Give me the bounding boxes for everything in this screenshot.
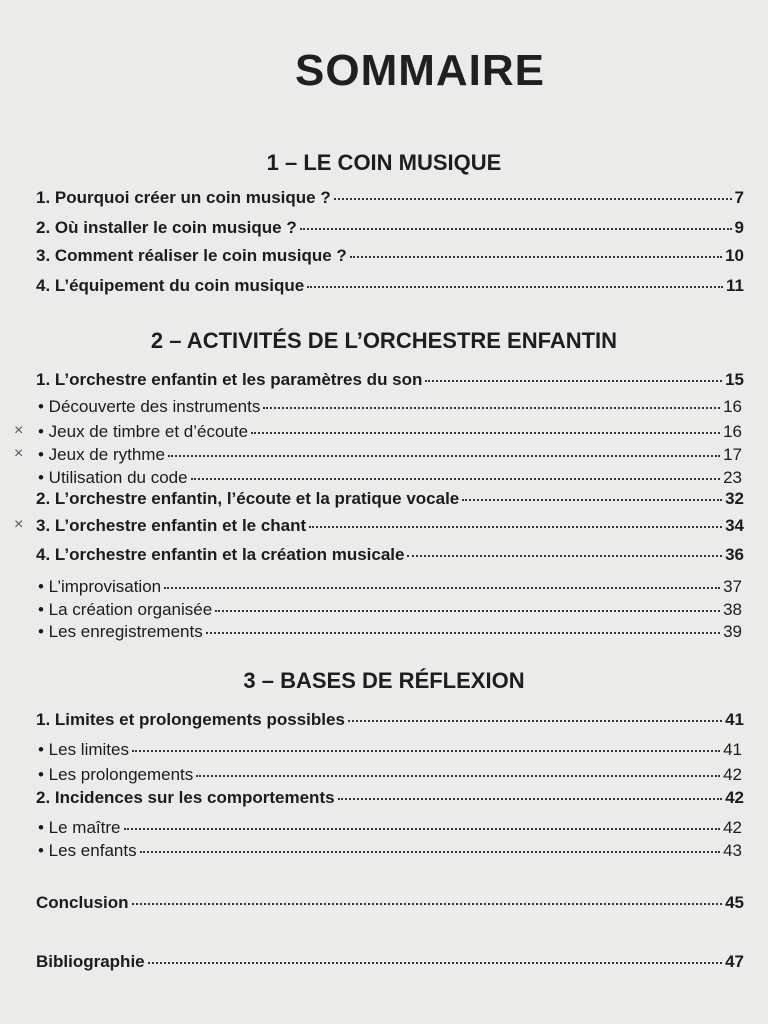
toc-entry-label: • Les enregistrements	[38, 622, 203, 641]
dot-leader	[348, 719, 722, 722]
toc-entry-page: 42	[725, 788, 744, 807]
dot-leader	[124, 827, 721, 830]
dot-leader	[350, 255, 722, 258]
dot-leader	[215, 609, 720, 612]
toc-entry-page: 10	[725, 246, 744, 265]
dot-leader	[191, 477, 720, 480]
toc-entry-page: 41	[725, 710, 744, 729]
toc-entry-label: 3. Comment réaliser le coin musique ?	[36, 246, 347, 265]
toc-entry-page: 41	[723, 740, 742, 759]
toc-entry	[38, 598, 742, 622]
dot-leader	[132, 749, 720, 752]
section-heading: 1 – LE COIN MUSIQUE	[266, 150, 502, 175]
toc-entry-label: • Les limites	[38, 740, 129, 759]
toc-entry-label: 1. L’orchestre enfantin et les paramètres du son	[36, 370, 423, 389]
dot-leader	[251, 431, 720, 434]
toc-entry-page: 39	[723, 622, 742, 641]
toc-entry	[38, 738, 742, 762]
toc-entry-page: 32	[725, 489, 744, 508]
toc-entry	[38, 839, 742, 863]
toc-entry	[36, 274, 744, 298]
toc-entry-page: 38	[723, 600, 742, 619]
toc-entry-page: 45	[725, 893, 744, 912]
toc-entry-label: • Utilisation du code	[38, 468, 188, 487]
toc-entry-page: 17	[723, 445, 742, 464]
toc-entry	[36, 950, 744, 974]
toc-entry	[38, 620, 742, 644]
toc-entry-label: • L’improvisation	[38, 577, 162, 596]
toc-entry	[38, 443, 742, 467]
toc-entry	[38, 816, 742, 840]
toc-entry-label: Bibliographie	[36, 952, 145, 971]
dot-leader	[196, 774, 720, 777]
toc-entry	[36, 543, 744, 567]
toc-entry-label: 2. Où installer le coin musique ?	[36, 218, 297, 237]
toc-entry-page: 23	[723, 468, 742, 487]
toc-entry	[36, 708, 744, 732]
dot-leader	[164, 586, 720, 589]
toc-entry-page: 42	[723, 765, 742, 784]
toc-entry-page: 16	[723, 397, 742, 416]
toc-entry-label: 4. L’orchestre enfantin et la création musicale	[36, 545, 405, 564]
toc-entry-page: 37	[723, 577, 742, 596]
toc-entry-label: • Jeux de timbre et d’écoute	[38, 422, 249, 441]
toc-entry-page: 47	[725, 952, 744, 971]
toc-entry-label: 4. L’équipement du coin musique	[36, 276, 305, 295]
toc-entry	[36, 186, 744, 210]
dot-leader	[307, 285, 723, 288]
toc-entry	[38, 395, 742, 419]
section-heading: 2 – ACTIVITÉS DE L’ORCHESTRE ENFANTIN	[150, 328, 618, 353]
dot-leader	[309, 525, 722, 528]
dot-leader	[407, 554, 722, 557]
pencil-mark-icon: ×	[14, 516, 24, 533]
toc-entry-page: 15	[725, 370, 744, 389]
pencil-mark-icon: ×	[14, 422, 24, 439]
toc-entry	[38, 575, 742, 599]
toc-entry-page: 9	[734, 218, 744, 237]
dot-leader	[140, 850, 721, 853]
toc-entry-label: • Le maître	[38, 818, 121, 837]
toc-entry	[36, 216, 744, 240]
toc-entry-page: 42	[723, 818, 742, 837]
dot-leader	[263, 406, 720, 409]
toc-entry	[38, 763, 742, 787]
dot-leader	[425, 379, 722, 382]
toc-entry	[36, 786, 744, 810]
toc-entry-page: 34	[725, 516, 744, 535]
dot-leader	[148, 961, 722, 964]
toc-entry-label: • La création organisée	[38, 600, 213, 619]
toc-entry-label: 2. L’orchestre enfantin, l’écoute et la pratique vocale	[36, 489, 460, 508]
toc-entry-page: 7	[734, 188, 744, 207]
toc-entry-page: 11	[726, 276, 744, 295]
dot-leader	[334, 197, 732, 200]
toc-entry	[36, 487, 744, 511]
toc-entry-label: 1. Limites et prolongements possibles	[36, 710, 345, 729]
toc-entry-label: • Les prolongements	[38, 765, 194, 784]
dot-leader	[338, 797, 723, 800]
pencil-mark-icon: ×	[14, 445, 24, 462]
toc-entry	[38, 420, 742, 444]
toc-entry-label: Conclusion	[36, 893, 129, 912]
dot-leader	[462, 498, 722, 501]
toc-entry	[36, 891, 744, 915]
toc-entry-label: 3. L’orchestre enfantin et le chant	[36, 516, 307, 535]
dot-leader	[132, 902, 723, 905]
toc-entry-page: 43	[723, 841, 742, 860]
toc-entry-label: 2. Incidences sur les comportements	[36, 788, 335, 807]
toc-entry-page: 36	[725, 545, 744, 564]
page-title: SOMMAIRE	[295, 46, 545, 95]
toc-entry	[36, 368, 744, 392]
toc-entry-page: 16	[723, 422, 742, 441]
toc-entry-label: 1. Pourquoi créer un coin musique ?	[36, 188, 331, 207]
dot-leader	[300, 227, 732, 230]
toc-entry-label: • Les enfants	[38, 841, 137, 860]
toc-entry-label: • Découverte des instruments	[38, 397, 261, 416]
toc-entry	[36, 514, 744, 538]
toc-entry-label: • Jeux de rythme	[38, 445, 165, 464]
toc-entry	[36, 244, 744, 268]
section-heading: 3 – BASES DE RÉFLEXION	[243, 668, 525, 693]
dot-leader	[206, 631, 720, 634]
dot-leader	[168, 454, 720, 457]
